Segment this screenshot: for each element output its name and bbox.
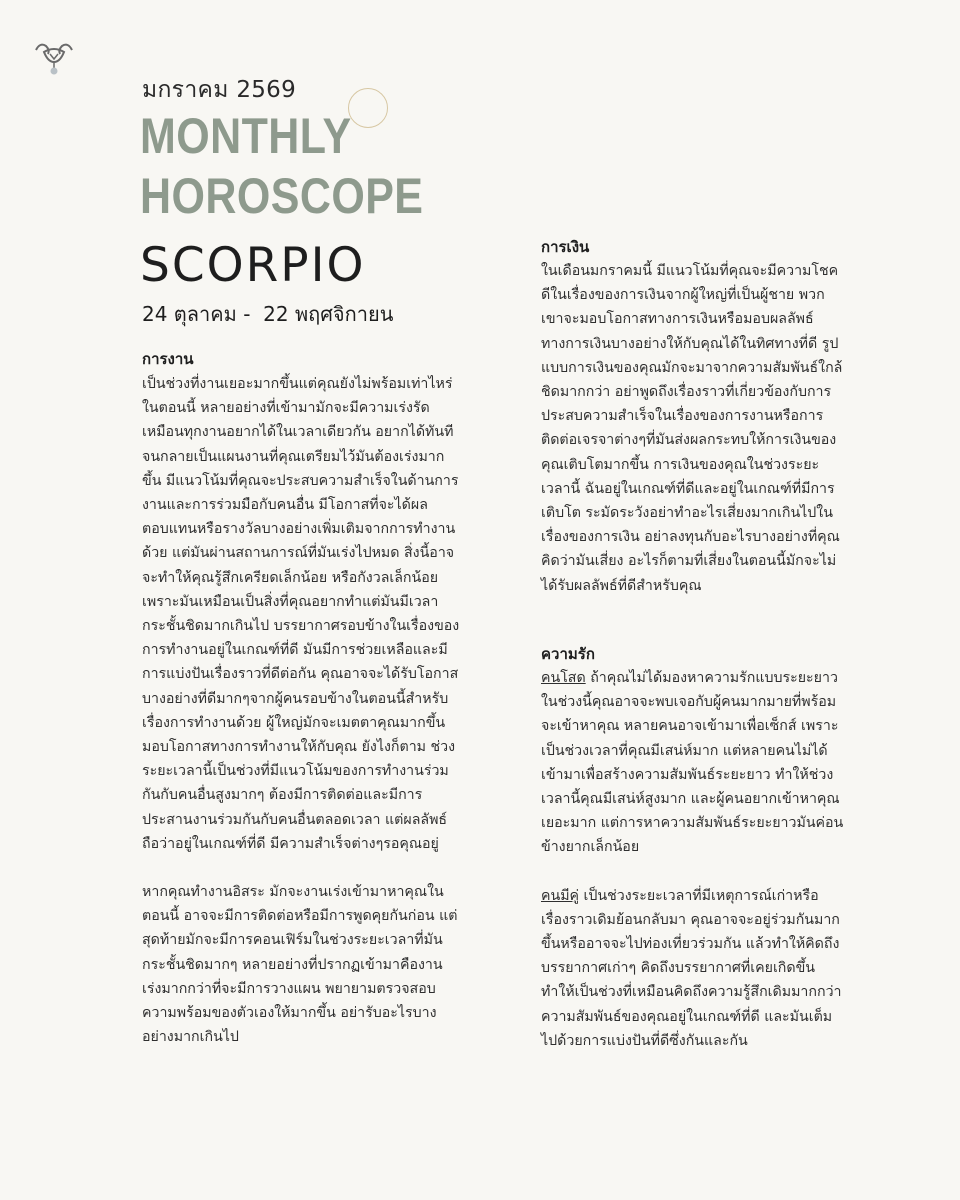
love-heading: ความรัก xyxy=(541,645,595,663)
work-heading: การงาน xyxy=(142,350,194,368)
couple-text: เป็นช่วงระยะเวลาที่มีเหตุการณ์เก่าหรือเรื่องราวเดิมย้อนกลับมา คุณอาจจะอยู่ร่วมกันมากขึ้นหรืออาจจะไปท่องเที่ยวร่วมกัน แล้วทำให้คิดถึงบรรยากาศเก่าๆ คิดถึงบรรยากาศที่เคยเกิดขึ้น ทำให้เป็นช่วงที่เหมือนคิดถึงความรู้สึกเดิมมากกว่า ความสัมพันธ์ของคุณอยู่ในเกณฑ์ที่ดี และมันเต็มไปด้วยการแบ่งปันที่ดีซึ่งกันและกัน xyxy=(541,887,842,1049)
money-heading: การเงิน xyxy=(541,238,590,256)
love-single-paragraph xyxy=(541,666,846,860)
title-line-monthly: MONTHLY xyxy=(140,108,352,164)
zodiac-sign-name: SCORPIO xyxy=(140,238,366,293)
money-paragraph: ในเดือนมกราคมนี้ มีแนวโน้มที่คุณจะมีความโชคดีในเรื่องของการเงินจากผู้ใหญ่ที่เป็นผู้ชาย พวกเขาจะมอบโอกาสทางการเงินหรือมอบผลลัพธ์ทางการเงินบางอย่างให้กับคุณได้ในทิศทางที่ดี รูปแบบการเงินของคุณมักจะมาจากความสัมพันธ์ใกล้ชิดมากกว่า อย่าพูดถึงเรื่องราวที่เกี่ยวข้องกับการประสบความสำเร็จในเรื่องของการงานหรือการติดต่อเจรจาต่างๆที่มันส่งผลกระทบให้การเงินของคุณเติบโตมากขึ้น การเงินของคุณในช่วงระยะเวลานี้ ฉันอยู่ในเกณฑ์ที่ดีและอยู่ในเกณฑ์ที่มีการเติบโต ระมัดระวังอย่าทำอะไรเสี่ยงมากเกินไปในเรื่องของการเงิน อย่าลงทุนกับอะไรบางอย่างที่คุณคิดว่ามันเสี่ยง อะไรก็ตามที่เสี่ยงในตอนนี้มักจะไม่ได้รับผลลัพธ์ที่ดีสำหรับคุณ xyxy=(541,263,843,594)
zodiac-date-range: 24 ตุลาคม - 22 พฤศจิกายน xyxy=(142,302,394,326)
work-section xyxy=(142,372,460,1049)
couple-label: คนมีคู่ xyxy=(541,887,580,904)
work-paragraph-2: หากคุณทำงานอิสระ มักจะงานเร่งเข้ามาหาคุณในตอนนี้ อาจจะมีการติดต่อหรือมีการพูดคุยกันก่อน แต่สุดท้ายมักจะมีการคอนเฟิร์มในช่วงระยะเวลาที่มันกระชั้นชิดมากๆ หลายอย่างที่ปรากฏเข้ามาคืองานเร่งมากกว่าที่จะมีการวางแผน พยายามตรวจสอบความพร้อมของตัวเองให้มากขึ้น อย่ารับอะไรบางอย่างมากเกินไป xyxy=(142,884,458,1046)
page-title xyxy=(140,106,423,226)
title-line-horoscope: HOROSCOPE xyxy=(140,168,424,224)
scorpio-taurus-logo-icon xyxy=(30,40,78,78)
love-section xyxy=(541,666,846,1053)
single-text: ถ้าคุณไม่ได้มองหาความรักแบบระยะยาวในช่วงนี้คุณอาจจะพบเจอกับผู้คนมากมายที่พร้อมจะเข้าหาคุณ หลายคนอาจเข้ามาเพื่อเซ็กส์ เพราะเป็นช่วงเวลาที่คุณมีเสน่ห์มาก แต่หลายคนไม่ได้เข้ามาเพื่อสร้างความสัมพันธ์ระยะยาว ทำให้ช่วงเวลานี้คุณมีเสน่ห์สูงมาก และผู้คนอยากเข้าหาคุณเยอะมาก แต่การหาความสัมพันธ์ระยะยาวมันค่อนข้างยากเล็กน้อย xyxy=(541,670,844,856)
work-paragraph-1: เป็นช่วงที่งานเยอะมากขึ้นแต่คุณยังไม่พร้อมเท่าไหร่ในตอนนี้ หลายอย่างที่เข้ามามักจะมีความเร่งรัดเหมือนทุกงานอยากได้ในเวลาเดียวกัน อยากได้ทันทีจนกลายเป็นแผนงานที่คุณเตรียมไว้มันต้องเร่งมากขึ้น มีแนวโน้มที่คุณจะประสบความสำเร็จในด้านการงานและการร่วมมือกับคนอื่น มีโอกาสที่จะได้ผลตอบแทนหรือรางวัลบางอย่างเพิ่มเติมจากการทำงานด้วย แต่มันผ่านสถานการณ์ที่มันเร่งไปหมด สิ่งนี้อาจจะทำให้คุณรู้สึกเครียดเล็กน้อย หรือกังวลเล็กน้อยเพราะมันเหมือนเป็นสิ่งที่คุณอยากทำแต่มันมีเวลากระชั้นชิดมากเกินไป บรรยากาศรอบข้างในเรื่องของการทำงานอยู่ในเกณฑ์ที่ดี มันมีการช่วยเหลือและมีการแบ่งปันเรื่องราวที่ดีต่อกัน คุณอาจจะได้รับโอกาสบางอย่างที่ดีมากๆจากผู้คนรอบข้างในตอนนี้สำหรับเรื่องการทำงานด้วย ผู้ใหญ่มักจะเมตตาคุณมากขึ้นมอบโอกาสทางการทำงานให้กับคุณ ยังไงก็ตาม ช่วงระยะเวลานี้เป็นช่วงที่มีแนวโน้มของการทำงานร่วมกันกับคนอื่นสูงมากๆ ต้องมีการติดต่อและมีการประสานงานร่วมกันกับคนอื่นตลอดเวลา แต่ผลลัพธ์ถือว่าอยู่ในเกณฑ์ที่ดี มีความสำเร็จต่างๆรอคุณอยู่ xyxy=(142,376,460,852)
love-couple-paragraph xyxy=(541,884,846,1053)
month-label: มกราคม 2569 xyxy=(142,77,297,103)
single-label: คนโสด xyxy=(541,670,586,686)
money-section xyxy=(541,259,846,598)
